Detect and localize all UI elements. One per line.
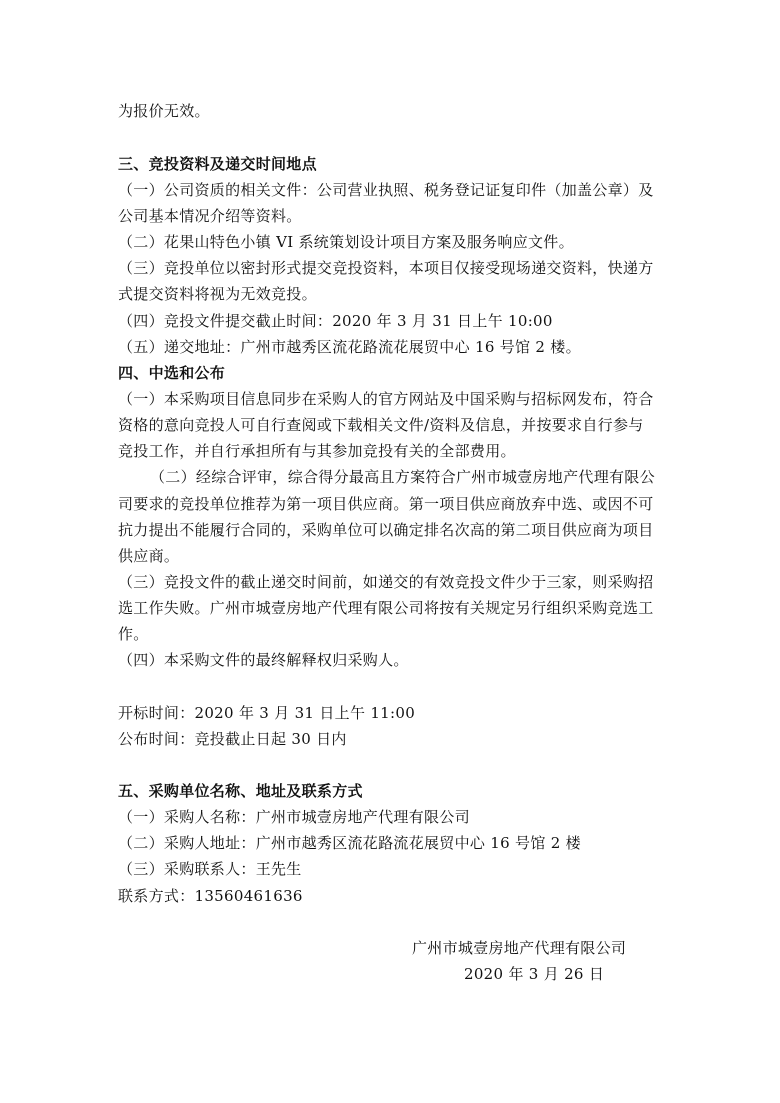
section-4-item-3-line-1: （三）竞投文件的截止递交时间前，如递交的有效竞投文件少于三家，则采购招 <box>118 573 654 591</box>
section-3-item-3-line-1: （三）竞投单位以密封形式提交竞投资料，本项目仅接受现场递交资料，快递方 <box>118 259 654 277</box>
announce-time-text: 公布时间：竞投截止日起 30 日内 <box>118 730 347 748</box>
section-4-item-1-line-2: 资格的意向竞投人可自行查阅或下载相关文件/资料及信息，并按要求自行参与 <box>118 416 644 434</box>
section-4-item-3-line-3: 作。 <box>118 625 149 643</box>
section-4-item-2-line-2: 司要求的竞投单位推荐为第一项目供应商。第一项目供应商放弃中选、或因不可 <box>118 495 654 513</box>
section-3-item-4-line-1: （四）竞投文件提交截止时间：2020 年 3 月 31 日上午 10:00 <box>118 312 553 330</box>
section-4-item-2-line-4: 供应商。 <box>118 547 180 565</box>
section-4-item-3-line-2: 选工作失败。广州市城壹房地产代理有限公司将按有关规定另行组织采购竞选工 <box>118 599 654 617</box>
section-4-item-2-line-3: 抗力提出不能履行合同的，采购单位可以确定排名次高的第二项目供应商为项目 <box>118 521 654 539</box>
section-4-item-1-line-3: 竞投工作，并自行承担所有与其参加竞投有关的全部费用。 <box>118 442 516 460</box>
section-3-item-5-line-1: （五）递交地址：广州市越秀区流花路流花展贸中心 16 号馆 2 楼。 <box>118 338 581 356</box>
section-4-heading: 四、中选和公布 <box>118 364 226 382</box>
section-4-item-1-line-1: （一）本采购项目信息同步在采购人的官方网站及中国采购与招标网发布，符合 <box>118 390 654 408</box>
buyer-contact-person-text: （三）采购联系人：王先生 <box>118 860 302 878</box>
section-4-item-4-line-1: （四）本采购文件的最终解释权归采购人。 <box>118 651 409 669</box>
section-5-heading: 五、采购单位名称、地址及联系方式 <box>118 782 363 800</box>
section-3-item-1-line-1: （一）公司资质的相关文件：公司营业执照、税务登记证复印件（加盖公章）及 <box>118 181 654 199</box>
contact-number-text: 联系方式：13560461636 <box>118 887 303 905</box>
section-3-item-2-line-1: （二）花果山特色小镇 VI 系统策划设计项目方案及服务响应文件。 <box>118 233 574 251</box>
section-4-item-2-line-1: （二）经综合评审，综合得分最高且方案符合广州市城壹房地产代理有限公 <box>150 468 655 486</box>
intro-tail-text: 为报价无效。 <box>118 102 210 120</box>
section-3-heading: 三、竞投资料及递交时间地点 <box>118 155 317 173</box>
buyer-name-text: （一）采购人名称：广州市城壹房地产代理有限公司 <box>118 808 470 826</box>
section-3-item-3-line-2: 式提交资料将视为无效竞投。 <box>118 285 317 303</box>
buyer-address-text: （二）采购人地址：广州市越秀区流花路流花展贸中心 16 号馆 2 楼 <box>118 834 581 852</box>
signature-date: 2020 年 3 月 26 日 <box>464 965 605 983</box>
signature-company: 广州市城壹房地产代理有限公司 <box>412 939 627 957</box>
opening-time-text: 开标时间：2020 年 3 月 31 日上午 11:00 <box>118 704 416 722</box>
section-3-item-1-line-2: 公司基本情况介绍等资料。 <box>118 207 302 225</box>
